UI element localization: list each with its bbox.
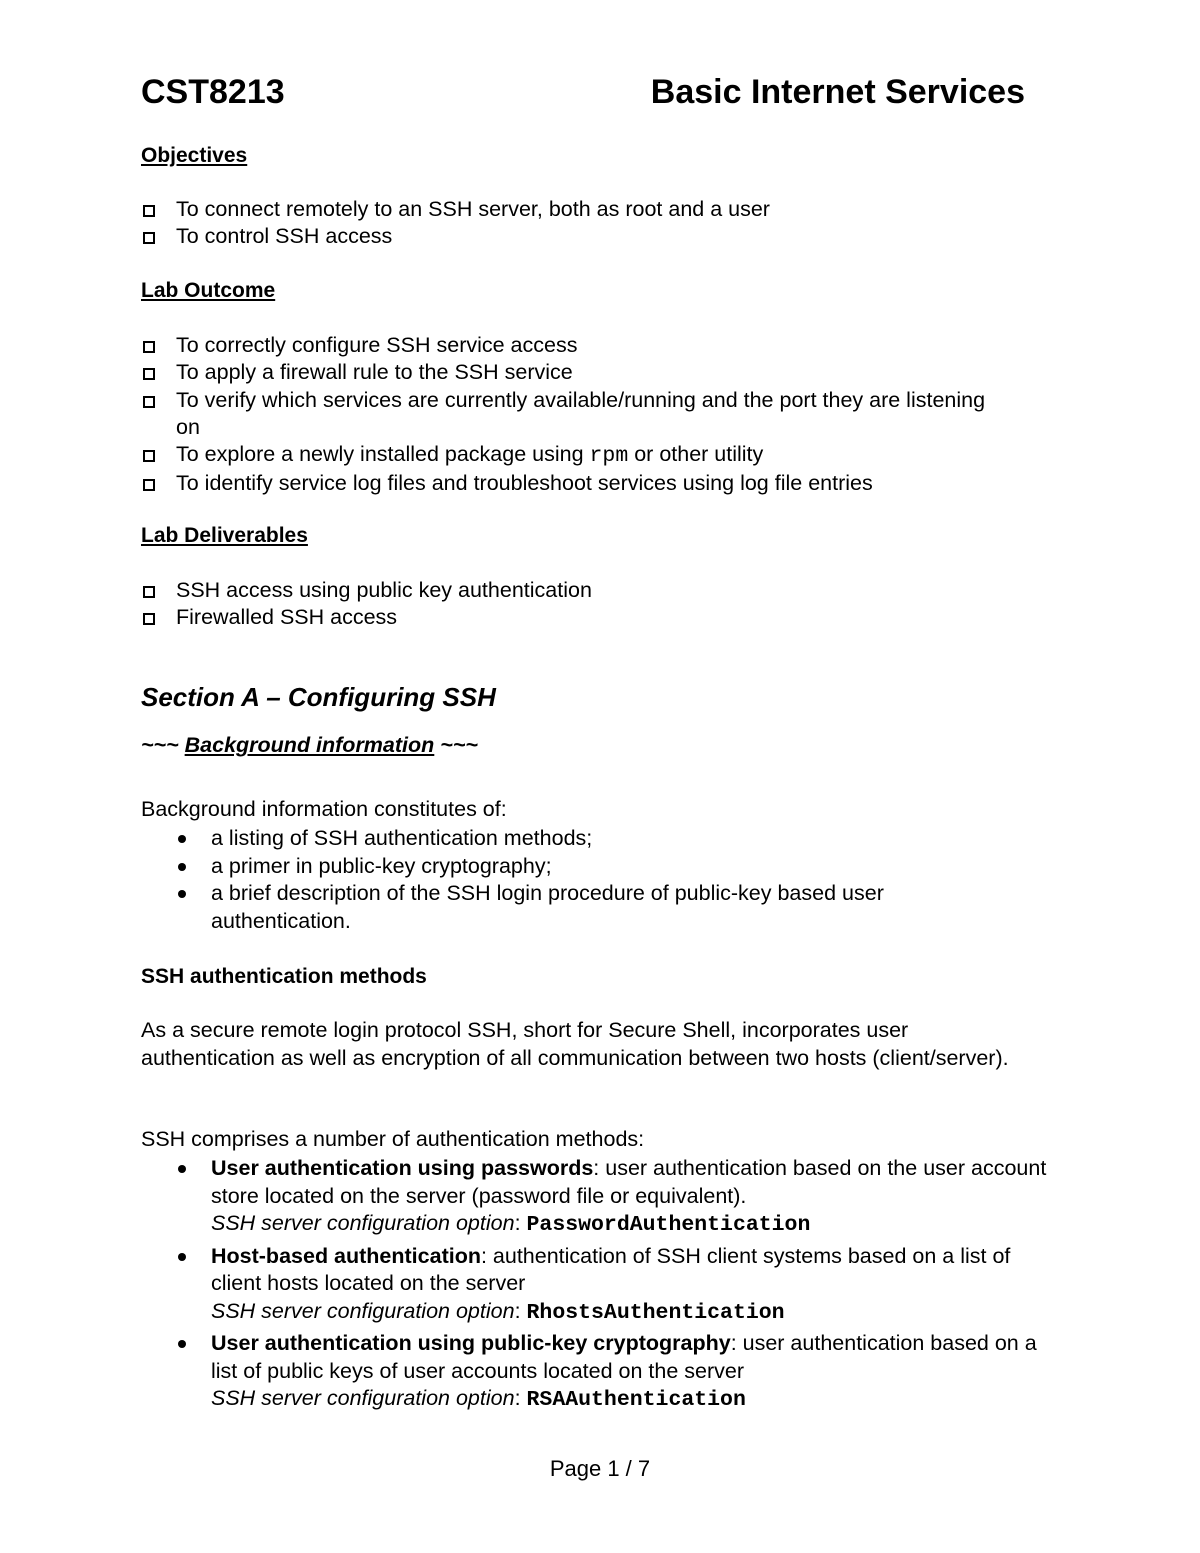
lab-outcome-list: [141, 332, 991, 498]
list-item: SSH access using public key authentication: [141, 577, 1041, 604]
page-header: [141, 70, 1025, 114]
lab-outcome-heading: Lab Outcome: [141, 279, 276, 302]
list-item: a listing of SSH authentication methods;: [141, 825, 991, 853]
config-option-code: RSAAuthentication: [526, 1388, 746, 1412]
section-a-title: Section A – Configuring SSH: [141, 682, 496, 712]
square-bullet-icon: [143, 396, 155, 408]
lab-deliverables-heading: Lab Deliverables: [141, 524, 308, 547]
square-bullet-icon: [143, 232, 155, 244]
list-item: To correctly configure SSH service access: [141, 332, 991, 359]
list-item: Host-based authentication: authentication of SSH client systems based on a list of client hosts located on the server SSH server configuration option: RhostsAuthentication: [141, 1243, 1051, 1328]
square-bullet-icon: [143, 613, 155, 625]
ssh-auth-heading: SSH authentication methods: [141, 965, 427, 988]
config-option-code: RhostsAuthentication: [526, 1300, 785, 1325]
square-bullet-icon: [143, 341, 155, 353]
bullet-dot-icon: [178, 835, 186, 843]
objectives-heading: Objectives: [141, 144, 248, 167]
lab-deliverables-list: [141, 577, 1041, 632]
list-item: To connect remotely to an SSH server, both as root and a user: [141, 196, 1041, 223]
ssh-methods-intro: SSH comprises a number of authentication methods:: [141, 1127, 645, 1151]
bullet-dot-icon: [178, 1340, 186, 1348]
list-item: a brief description of the SSH login procedure of public-key based user authentication.: [141, 880, 991, 935]
background-list: [141, 825, 991, 935]
square-bullet-icon: [143, 368, 155, 380]
bullet-dot-icon: [178, 1253, 186, 1261]
square-bullet-icon: [143, 479, 155, 491]
list-item: To explore a newly installed package using rpm or other utility: [141, 441, 991, 470]
ssh-auth-paragraph: As a secure remote login protocol SSH, short for Secure Shell, incorporates user authentication as well as encryption of all communication between two hosts (client/server).: [141, 1018, 1009, 1070]
course-code: CST8213: [141, 73, 285, 111]
course-title: Basic Internet Services: [650, 73, 1025, 111]
list-item: To verify which services are currently available/running and the port they are listening on: [141, 387, 991, 442]
list-item: To control SSH access: [141, 223, 1041, 250]
bullet-dot-icon: [178, 890, 186, 898]
list-item: To apply a firewall rule to the SSH service: [141, 359, 991, 386]
page-number: Page 1 / 7: [549, 1456, 651, 1481]
ssh-methods-list: [141, 1155, 1051, 1415]
bullet-dot-icon: [178, 1165, 186, 1173]
objectives-list: [141, 196, 1041, 251]
list-item: User authentication using passwords: user authentication based on the user account store located on the server (password file or equivalent). SSH server configuration option: PasswordAuthentication: [141, 1155, 1051, 1240]
square-bullet-icon: [143, 586, 155, 598]
rpm-code: rpm: [589, 444, 629, 469]
square-bullet-icon: [143, 450, 155, 462]
config-option-code: PasswordAuthentication: [526, 1213, 811, 1237]
list-item: User authentication using public-key cryptography: user authentication based on a list of public keys of user accounts located on the server SSH server configuration option: RSAAuthentication: [141, 1330, 1051, 1415]
bullet-dot-icon: [178, 863, 186, 871]
list-item: a primer in public-key cryptography;: [141, 853, 991, 881]
list-item: Firewalled SSH access: [141, 604, 1041, 631]
list-item: To identify service log files and troubleshoot services using log file entries: [141, 470, 991, 497]
background-intro: Background information constitutes of:: [141, 797, 507, 821]
background-info-title: ~~~ Background information ~~~: [141, 733, 478, 757]
square-bullet-icon: [143, 205, 155, 217]
